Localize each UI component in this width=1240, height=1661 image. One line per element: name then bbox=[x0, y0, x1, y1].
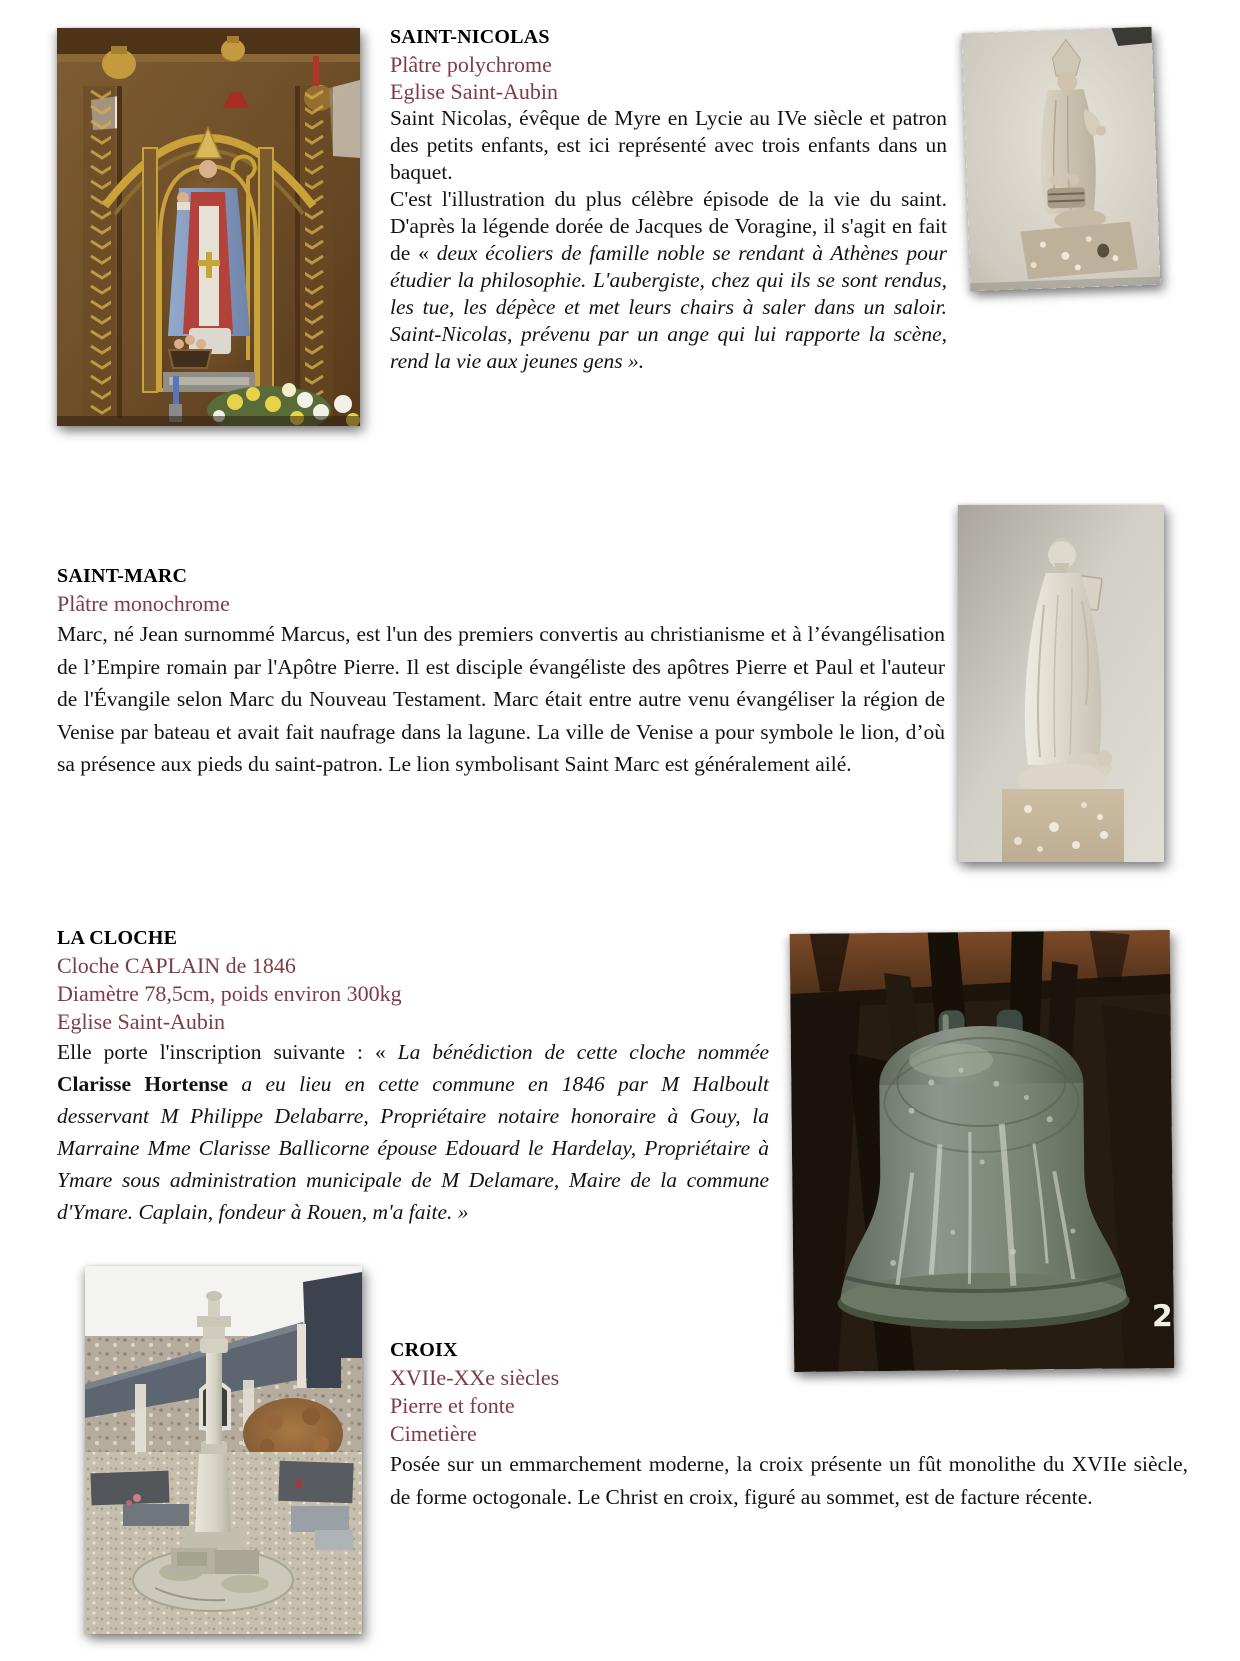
quote-italic: deux écoliers de famille noble se rendant à Athènes pour étudier la philosophie. L'aubergiste, chez qui ils se sont rendus, les tue, les dépèce et met leurs chairs à saler dans un saloir. Saint-Nicolas, prévenu par un ange qui lui rapporte la scène, rend la vie aux jeunes gens ». bbox=[390, 241, 948, 373]
material-line: Pierre et fonte bbox=[390, 1393, 515, 1418]
bell-illustration bbox=[790, 930, 1175, 1372]
photo-timestamp-digit: 2 bbox=[1151, 1299, 1173, 1335]
quote-italic: a eu lieu en cette commune en 1846 par M Halboult desservant M Philippe Delabarre, Propriétaire notaire honoraire à Gouy, la Marraine Mme Clarisse Ballicorne épouse Edouard le Hardelay, Propriétaire à Ymare sous administration municipale de M Delamare, Maire de la commune d'Ymare. Caplain, fondeur à Rouen, m'a faite. » bbox=[57, 1072, 769, 1224]
saint-marc-statue-photo bbox=[958, 505, 1164, 862]
cemetery-illustration bbox=[85, 1266, 362, 1634]
location-line: Eglise Saint-Aubin bbox=[57, 1009, 226, 1034]
paragraph: Marc, né Jean surnommé Marcus, est l'un des premiers convertis au christianisme et à l’évangélisation de l’Empire romain par l'Apôtre Pierre. Il est disciple évangéliste des apôtres Pierre et Paul et l'auteur de l'Évangile selon Marc du Nouveau Testament. Marc était entre autre venu évangéliser la région de Venise par bateau et avait fait naufrage dans la lagune. La ville de Venise a pour symbole le lion, d’où sa présence aux pieds du saint-patron. Le lion symbolisant Saint Marc est généralement ailé. bbox=[57, 622, 945, 776]
section-croix bbox=[390, 1336, 1188, 1514]
paragraph bbox=[390, 186, 947, 375]
paragraph: Posée sur un emmarchement moderne, la croix présente un fût monolithe du XVIIe siècle, de forme octogonale. Le Christ en croix, figuré au sommet, est de facture récente. bbox=[390, 1452, 1188, 1509]
paragraph-intro: C'est l'illustration du plus célèbre épisode de la vie du saint. D'après la légende dorée de Jacques de Voragine, il s'agit en fait de « bbox=[390, 187, 947, 265]
stone-statue-illustration bbox=[962, 27, 1161, 291]
bell-size-line: Diamètre 78,5cm, poids environ 300kg bbox=[57, 981, 402, 1006]
saint-nicolas-altarpiece-photo bbox=[57, 28, 360, 426]
material-line: Plâtre monochrome bbox=[57, 591, 230, 616]
section-title: SAINT-MARC bbox=[57, 565, 188, 587]
material-line: Plâtre polychrome bbox=[390, 52, 552, 77]
location-line: Cimetière bbox=[390, 1421, 477, 1446]
paragraph bbox=[57, 1036, 769, 1228]
section-saint-marc bbox=[57, 562, 945, 781]
saint-nicolas-stone-statue-photo bbox=[962, 27, 1161, 291]
section-title: SAINT-NICOLAS bbox=[390, 26, 550, 48]
section-title: CROIX bbox=[390, 1339, 458, 1361]
bell-given-name: Clarisse Hortense bbox=[57, 1072, 228, 1096]
cemetery-cross-photo bbox=[85, 1266, 362, 1634]
section-saint-nicolas bbox=[390, 24, 947, 375]
plaster-statue-illustration bbox=[958, 505, 1164, 862]
quote-italic: La bénédiction de cette cloche nommée bbox=[397, 1040, 769, 1064]
bell-name-line: Cloche CAPLAIN de 1846 bbox=[57, 953, 296, 978]
altarpiece-illustration bbox=[57, 28, 360, 426]
paragraph: Saint Nicolas, évêque de Myre en Lycie au IVe siècle et patron des petits enfants, est ici représenté avec trois enfants dans un baquet. bbox=[390, 106, 947, 184]
paragraph-intro: Elle porte l'inscription suivante : « bbox=[57, 1040, 398, 1064]
bell-photo bbox=[790, 930, 1175, 1372]
section-la-cloche bbox=[57, 924, 769, 1228]
period-line: XVIIe-XXe siècles bbox=[390, 1365, 560, 1390]
location-line: Eglise Saint-Aubin bbox=[390, 79, 559, 104]
section-title: LA CLOCHE bbox=[57, 927, 178, 949]
